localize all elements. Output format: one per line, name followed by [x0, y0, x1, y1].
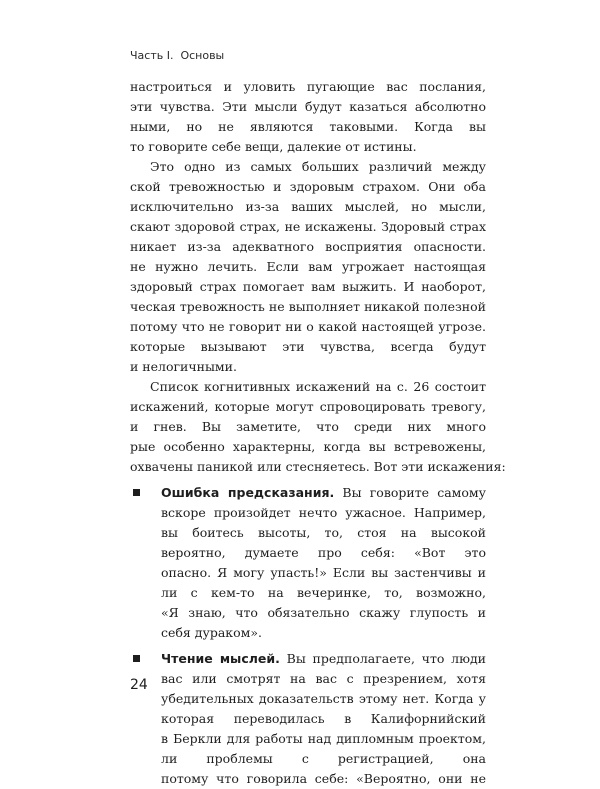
text-line: скают здоровой страх, не искажены. Здоровый страх — [130, 219, 486, 234]
text-line: Это одно из самых больших различий между — [150, 159, 486, 174]
text-line: вас или смотрят на вас с презрением, хотя — [161, 671, 486, 686]
bullet-item — [130, 649, 486, 789]
term-label: Ошибка предсказания. — [161, 485, 335, 500]
text-line — [130, 483, 486, 503]
text-line: рые особенно характерны, когда вы встревожены, — [130, 439, 486, 454]
text-line: вскоре произойдет нечто ужасное. Например, — [161, 505, 486, 520]
running-header: Часть I. Основы — [130, 49, 225, 62]
square-bullet-icon — [133, 489, 140, 496]
bullet-item — [130, 483, 486, 643]
text-line: потому что говорила себе: «Вероятно, они не — [161, 771, 486, 786]
text-line: искажений, которые могут спровоцировать тревогу, — [130, 399, 486, 414]
text-line: Список когнитивных искажений на с. 26 состоит — [150, 379, 486, 394]
text-line: потому что не говорит ни о какой настоящей угрозе. — [130, 319, 486, 334]
paragraph — [130, 157, 486, 377]
text-line: эти чувства. Эти мысли будут казаться абсолютно — [130, 99, 486, 114]
text-line: вы боитесь высоты, то, стоя на высокой — [161, 525, 486, 540]
text-line: ской тревожностью и здоровым страхом. Они оба — [130, 179, 486, 194]
text-line: ли с кем-то на вечеринке, то, возможно, — [161, 585, 486, 600]
text-line: исключительно из-за ваших мыслей, но мысли, — [130, 199, 486, 214]
term-definition: Вы предполагаете, что люди — [286, 651, 486, 666]
page-number: 24 — [130, 677, 148, 693]
text-line: никает из-за адекватного восприятия опасности. — [130, 239, 486, 254]
text-line: охвачены паникой или стесняетесь. Вот эти искажения: — [130, 459, 506, 474]
square-bullet-icon — [133, 655, 140, 662]
term-definition: Вы говорите самому — [342, 485, 486, 500]
text-line: вероятно, думаете про себя: «Вот это — [161, 545, 486, 560]
text-line: «Я знаю, что обязательно скажу глупость и — [161, 605, 486, 620]
text-line: не нужно лечить. Если вам угрожает настоящая — [130, 259, 486, 274]
text-line: себя дураком». — [161, 625, 262, 640]
text-line: и гнев. Вы заметите, что среди них много — [130, 419, 486, 434]
text-line: опасно. Я могу упасть!» Если вы застенчивы и — [161, 565, 486, 580]
text-line: убедительных доказательств этому нет. Когда у — [161, 691, 486, 706]
text-line: настроиться и уловить пугающие вас послания, — [130, 79, 486, 94]
page-body — [130, 77, 506, 789]
text-line: ными, но не являются таковыми. Когда вы — [130, 119, 486, 134]
term-label: Чтение мыслей. — [161, 651, 280, 666]
text-line: и нелогичными. — [130, 359, 237, 374]
text-line: здоровый страх помогает вам выжить. И наоборот, — [130, 279, 486, 294]
text-line: в Беркли для работы над дипломным проектом, — [161, 731, 486, 746]
text-line: ли проблемы с регистрацией, она — [161, 751, 486, 766]
text-line: которая переводилась в Калифорнийский — [161, 711, 486, 726]
text-line — [130, 649, 486, 669]
paragraph — [130, 377, 506, 477]
paragraph — [130, 77, 486, 157]
text-line: которые вызывают эти чувства, всегда будут — [130, 339, 486, 354]
text-line: ческая тревожность не выполняет никакой полезной — [130, 299, 486, 314]
text-line: то говорите себе вещи, далекие от истины. — [130, 139, 417, 154]
